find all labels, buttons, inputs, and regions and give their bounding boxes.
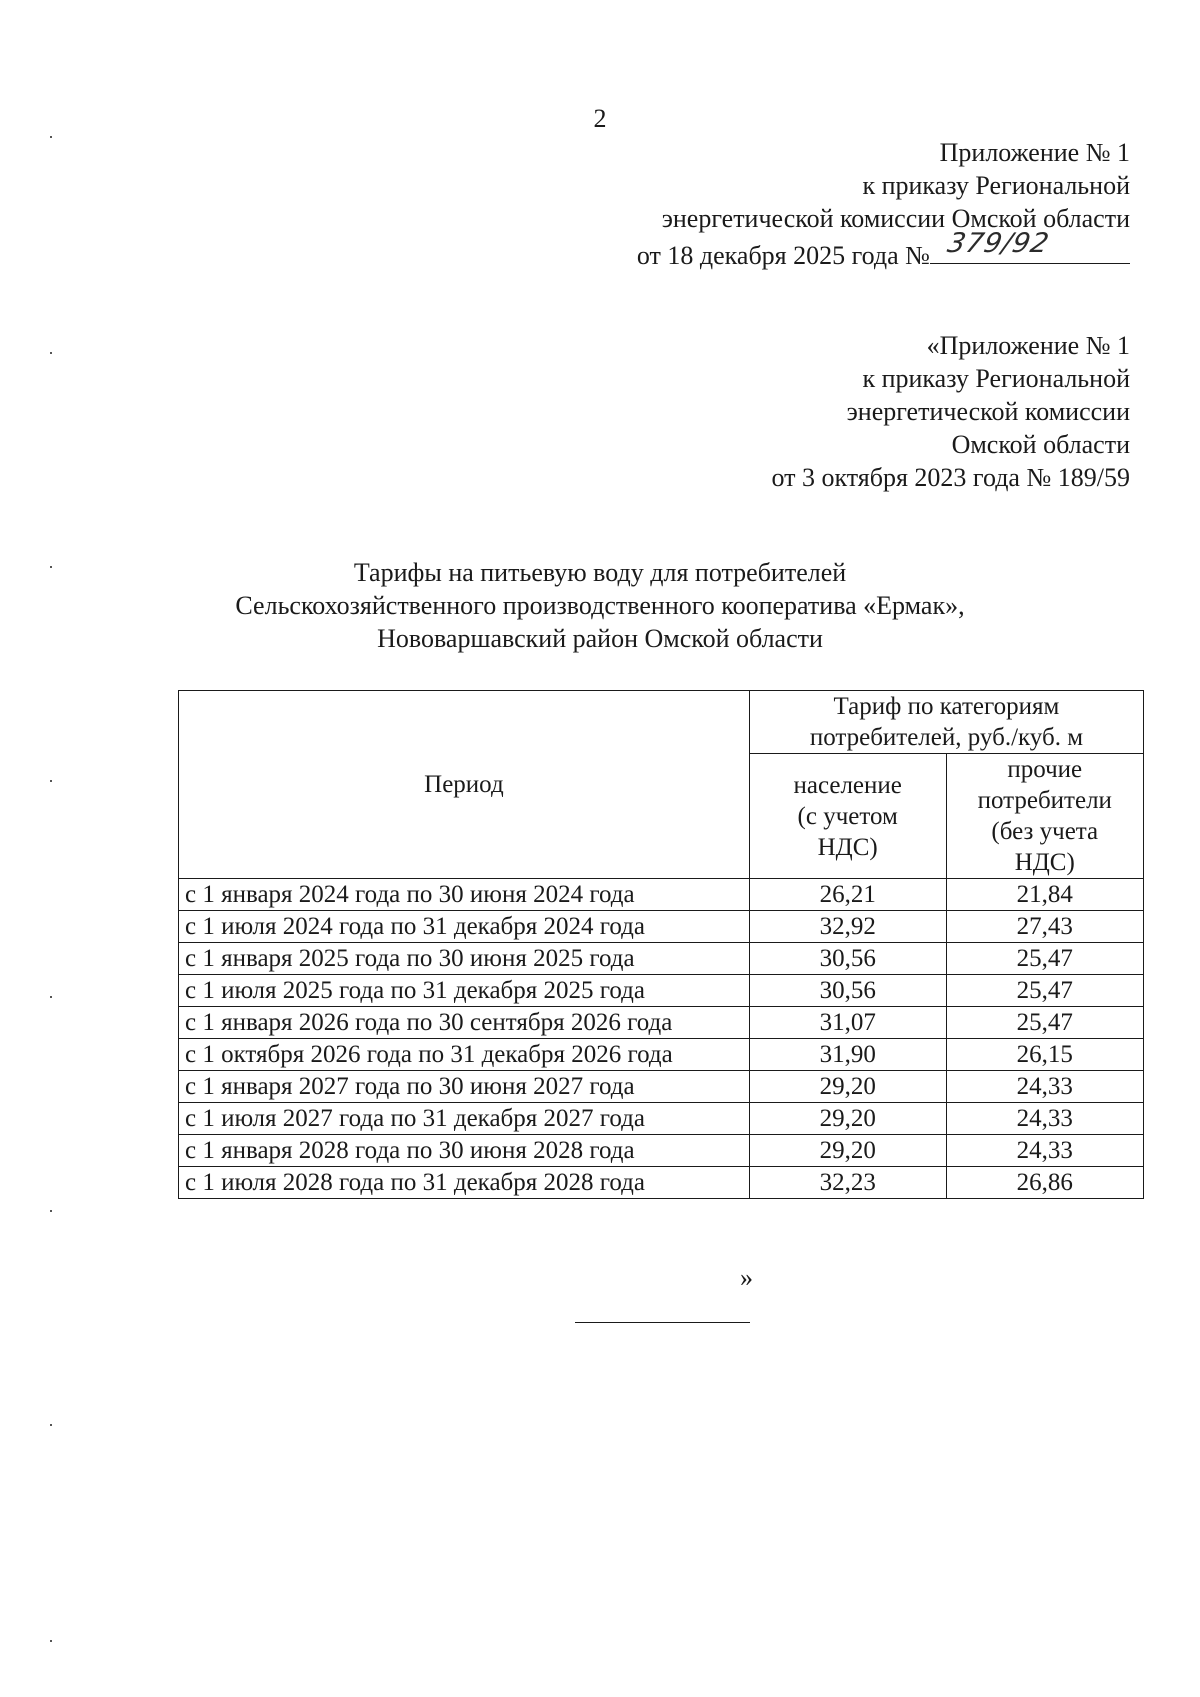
other-header-line-3: (без учета [991,818,1099,845]
period-cell: с 1 января 2024 года по 30 июня 2024 года [179,879,750,911]
population-tariff-cell: 32,23 [749,1167,946,1199]
population-tariff-cell: 29,20 [749,1103,946,1135]
tariff-table [178,690,1144,1199]
table-row [179,1103,1144,1135]
document-title [0,556,1200,655]
other-header-line-2: потребители [977,787,1112,814]
title-line-2: Сельскохозяйственного производственного кооператива «Ермак», [235,591,965,620]
table-row [179,1135,1144,1167]
other-tariff-cell: 25,47 [946,943,1143,975]
other-header-line-1: прочие [1007,756,1083,783]
annex-prev-order-date: от 3 октября 2023 года № 189/59 [771,463,1130,492]
annex-current-header [637,136,1130,272]
table-row [179,975,1144,1007]
closing-divider [575,1322,750,1323]
annex-prev-region: Омской области [951,430,1130,459]
period-header: Период [179,691,750,879]
population-tariff-cell: 30,56 [749,943,946,975]
other-tariff-cell: 25,47 [946,1007,1143,1039]
period-cell: с 1 января 2026 года по 30 сентября 2026 года [179,1007,750,1039]
population-tariff-cell: 32,92 [749,911,946,943]
page-number: 2 [593,104,607,133]
annex-title: Приложение № 1 [939,138,1130,167]
table-row [179,1071,1144,1103]
period-cell: с 1 июля 2028 года по 31 декабря 2028 года [179,1167,750,1199]
table-row [179,911,1144,943]
period-cell: с 1 января 2025 года по 30 июня 2025 года [179,943,750,975]
period-cell: с 1 июля 2025 года по 31 декабря 2025 года [179,975,750,1007]
table-row [179,1039,1144,1071]
annex-prev-title: «Приложение № 1 [926,331,1130,360]
population-tariff-cell: 31,90 [749,1039,946,1071]
scan-speck [50,1640,52,1642]
period-cell: с 1 октября 2026 года по 31 декабря 2026 года [179,1039,750,1071]
other-tariff-cell: 27,43 [946,911,1143,943]
scan-speck [50,780,52,782]
tariff-group-header-line-1: Тариф по категориям [833,693,1060,720]
handwritten-order-number: 379/92 [944,228,1053,259]
annex-order-reference: к приказу Региональной [862,171,1130,200]
other-tariff-cell: 21,84 [946,879,1143,911]
annex-prev-commission-name: энергетической комиссии [846,397,1130,426]
tariff-group-header [749,691,1143,754]
table-header-row [179,691,1144,754]
scan-speck [50,996,52,998]
table-row [179,943,1144,975]
population-header-line-1: население [793,771,902,799]
annex-commission-name: энергетической комиссии Омской области [661,204,1130,233]
period-cell: с 1 июля 2027 года по 31 декабря 2027 года [179,1103,750,1135]
other-tariff-cell: 24,33 [946,1071,1143,1103]
tariff-group-header-line-2: потребителей, руб./куб. м [809,724,1084,751]
annex-previous-header [771,329,1130,494]
other-tariff-cell: 26,86 [946,1167,1143,1199]
population-tariff-cell: 29,20 [749,1071,946,1103]
order-number-field [930,228,1130,264]
scan-speck [50,1210,52,1212]
annex-order-date: от 18 декабря 2025 года № [636,241,930,270]
title-line-3: Нововаршавский район Омской области [377,624,823,653]
other-tariff-cell: 26,15 [946,1039,1143,1071]
scan-speck [50,136,52,138]
population-tariff-cell: 29,20 [749,1135,946,1167]
population-tariff-cell: 31,07 [749,1007,946,1039]
table-row [179,1167,1144,1199]
other-tariff-cell: 24,33 [946,1135,1143,1167]
table-row [179,879,1144,911]
population-column-header [749,754,946,879]
annex-prev-order-reference: к приказу Региональной [862,364,1130,393]
other-header-line-4: НДС) [1014,849,1075,876]
other-tariff-cell: 25,47 [946,975,1143,1007]
population-header-line-3: НДС) [817,833,878,861]
table-row [179,1007,1144,1039]
other-tariff-cell: 24,33 [946,1103,1143,1135]
annex-order-date-line [636,228,1130,272]
population-tariff-cell: 30,56 [749,975,946,1007]
period-cell: с 1 января 2027 года по 30 июня 2027 года [179,1071,750,1103]
scan-speck [50,352,52,354]
scan-speck [50,1424,52,1426]
period-cell: с 1 января 2028 года по 30 июня 2028 года [179,1135,750,1167]
title-line-1: Тарифы на питьевую воду для потребителей [353,558,847,587]
period-cell: с 1 июля 2024 года по 31 декабря 2024 года [179,911,750,943]
other-consumers-column-header [946,754,1143,879]
closing-quote: » [740,1263,753,1292]
population-tariff-cell: 26,21 [749,879,946,911]
population-header-line-2: (с учетом [797,802,898,830]
